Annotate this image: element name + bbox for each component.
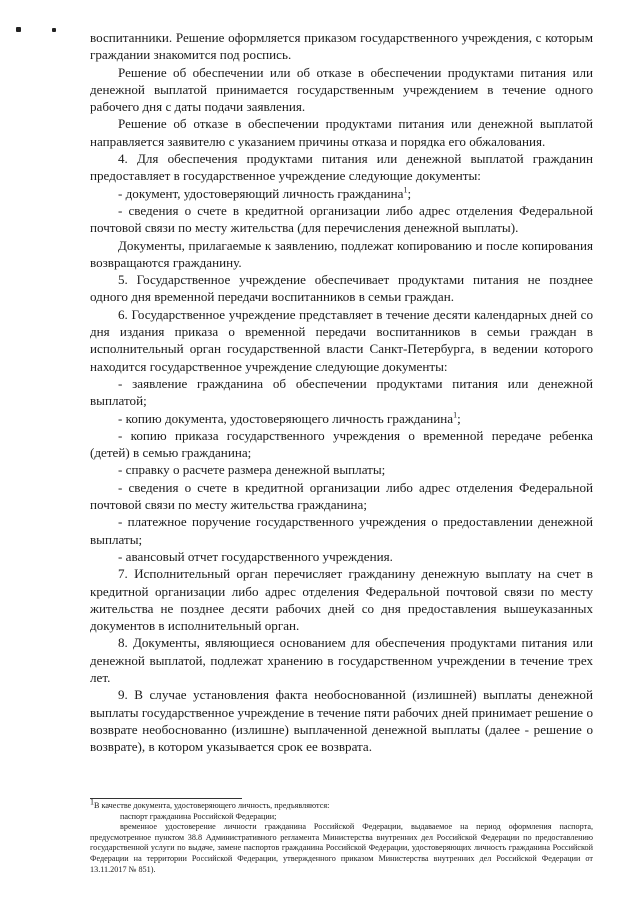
paragraph: 9. В случае установления факта необоснованной (излишней) выплаты денежной выплаты государственное учреждение в течение пяти рабочих дней принимает решение о возврате необоснованно (излишне) выплаченной денежной выплаты (далее - решение о возврате), в котором указывается срок ее возврата. xyxy=(90,687,593,755)
footnote-marker: 1 xyxy=(90,797,94,807)
scan-artifact-mark xyxy=(52,28,56,32)
scan-artifact-mark xyxy=(16,27,21,32)
footnote-line: $^1$В качестве документа, удостоверяющего личность, предъявляются: xyxy=(90,797,330,810)
paragraph: 6. Государственное учреждение представляет в течение десяти календарных дней со дня издания приказа о временной передачи воспитанников в семьи граждан в исполнительный орган государственной власти Санкт-Петербурга, в ведении которого находится государственное учреждение следующие документы: xyxy=(90,306,593,374)
footnote-separator xyxy=(90,798,242,799)
list-item: - документ, удостоверяющий личность гражданина$^1$; xyxy=(118,185,412,201)
footnote-ref: 1 xyxy=(453,410,458,420)
list-item: - заявление гражданина об обеспечении продуктами питания или денежной выплатой; xyxy=(90,375,593,409)
list-item: - справку о расчете размера денежной выплаты; xyxy=(118,462,386,478)
paragraph: 4. Для обеспечения продуктами питания или денежной выплатой гражданин предоставляет в государственное учреждение следующие документы: xyxy=(90,151,593,184)
list-item: - копию документа, удостоверяющего личность гражданина$^1$; xyxy=(118,410,461,426)
paragraph: 5. Государственное учреждение обеспечивает продуктами питания не позднее одного дня временной передачи воспитанников в семьи граждан. xyxy=(90,272,593,305)
paragraph: 8. Документы, являющиеся основанием для обеспечения продуктами питания или денежной выплатой, подлежат хранению в государственном учреждении в течение трех лет. xyxy=(90,635,593,685)
list-item: - платежное поручение государственного учреждения о предоставлении денежной выплаты; xyxy=(90,514,593,547)
paragraph: Решение об обеспечении или об отказе в обеспечении продуктами питания или денежной выплатой принимается государственным учреждением в течение одного рабочего дня с даты подачи заявления. xyxy=(90,64,593,115)
paragraph: 7. Исполнительный орган перечисляет гражданину денежную выплату на счет в кредитной организации либо адрес отделения Федеральной почтовой связи по месту жительства не позднее десяти рабочих дней со дня предоставления вышеуказанных документов в исполнительный орган. xyxy=(90,566,593,634)
footnote-line: паспорт гражданина Российской Федерации; xyxy=(120,811,277,821)
document-body xyxy=(90,29,593,755)
paragraph: Решение об отказе в обеспечении продуктами питания или денежной выплатой направляется заявителю с указанием причины отказа и порядка его обжалования. xyxy=(90,116,593,149)
list-item: - авансовый отчет государственного учреждения. xyxy=(118,548,393,564)
list-item: - сведения о счете в кредитной организации либо адрес отделения Федеральной почтовой связи по месту жительства (для перечисления денежной выплаты). xyxy=(90,202,593,236)
paragraph: Документы, прилагаемые к заявлению, подлежат копированию и после копирования возвращаются гражданину. xyxy=(90,237,593,270)
list-item: - копию приказа государственного учреждения о временной передаче ребенка (детей) в семью гражданина; xyxy=(90,427,593,461)
footnote-line: временное удостоверение личности гражданина Российской Федерации, выдаваемое на период оформления паспорта, предусмотренное пунктом 38.8 Административного регламента Министерства внутренних дел Российской Федерации по предоставлению государственной услуги по выдаче, замене паспортов гражданина Российской Федерации, удостоверяющих личность гражданина Российской Федерации на территории Российской Федерации, утвержденного приказом Министерства внутренних дел Российской Федерации от 13.11.2017 № 851). xyxy=(90,822,593,874)
footnote-ref: 1 xyxy=(403,185,408,195)
footnote xyxy=(90,797,593,875)
paragraph: воспитанники. Решение оформляется приказом государственного учреждения, с которым граждании знакомится под роспись. xyxy=(90,30,593,63)
list-item: - сведения о счете в кредитной организации либо адрес отделения Федеральной почтовой связи по месту жительства гражданина; xyxy=(90,479,593,513)
